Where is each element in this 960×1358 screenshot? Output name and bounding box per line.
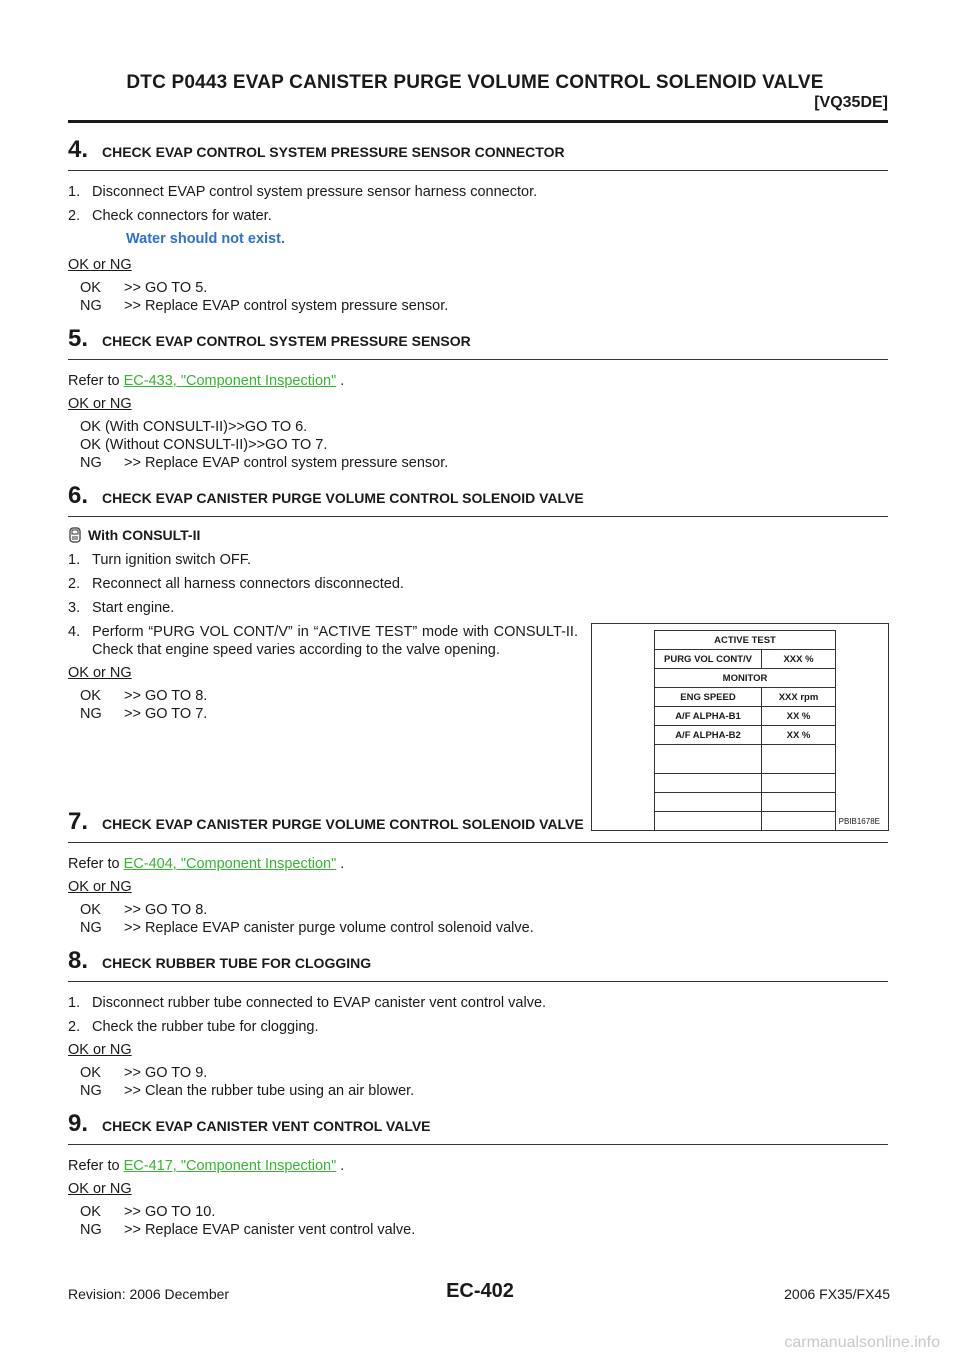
table-row-value: XXX rpm <box>762 688 836 707</box>
results: OK >> GO TO 5. NG >> Replace EVAP control system pressure sensor. <box>80 280 449 314</box>
table-row-label: ENG SPEED <box>655 688 762 707</box>
empty-cell <box>762 745 836 774</box>
engine-model: [VQ35DE] <box>814 94 888 111</box>
procedure-content <box>68 128 888 1239</box>
results: OK (With CONSULT-II)>>GO TO 6. OK (Without CONSULT-II)>>GO TO 7. NG >> Replace EVAP control system pressure sensor. <box>80 419 449 471</box>
watermark: carmanualsonline.info <box>784 1334 940 1351</box>
list-item: 1. Disconnect rubber tube connected to EVAP canister vent control valve. <box>68 995 547 1011</box>
empty-cell <box>655 774 762 793</box>
step-4 <box>68 136 888 315</box>
active-test-table <box>654 630 836 831</box>
purg-vol-value: XXX % <box>762 650 836 669</box>
ok-or-ng-label: OK or NG <box>68 879 132 895</box>
page-number: EC-402 <box>446 1280 514 1302</box>
list-item: 2. Check the rubber tube for clogging. <box>68 1019 319 1035</box>
reference-link[interactable]: EC-404, "Component Inspection" <box>123 856 337 872</box>
ok-or-ng-label: OK or NG <box>68 1181 132 1197</box>
step-number: 9. <box>68 1110 89 1137</box>
step-title: CHECK EVAP CANISTER PURGE VOLUME CONTROL SOLENOID VALVE <box>102 490 584 506</box>
step-number: 7. <box>68 808 89 835</box>
header-divider <box>68 120 888 123</box>
empty-cell <box>762 793 836 812</box>
table-row-value: XX % <box>762 707 836 726</box>
ok-or-ng-label: OK or NG <box>68 257 132 273</box>
list-item: 1. Turn ignition switch OFF. <box>68 552 252 568</box>
consult-note: With CONSULT-II <box>68 527 888 543</box>
results: OK >> GO TO 9. NG >> Clean the rubber tube using an air blower. <box>80 1065 415 1099</box>
step-number: 6. <box>68 482 89 509</box>
table-row-label: A/F ALPHA-B2 <box>655 726 762 745</box>
table-row-value: XX % <box>762 726 836 745</box>
purg-vol-label: PURG VOL CONT/V <box>655 650 762 669</box>
ok-or-ng-label: OK or NG <box>68 396 132 412</box>
results: OK >> GO TO 10. NG >> Replace EVAP canister vent control valve. <box>80 1204 416 1238</box>
results: OK >> GO TO 8. NG >> GO TO 7. <box>80 688 208 722</box>
step-number: 8. <box>68 947 89 974</box>
list-item: 3. Start engine. <box>68 600 175 616</box>
list-item: 2. Check connectors for water. <box>68 208 272 224</box>
step-title: CHECK EVAP CONTROL SYSTEM PRESSURE SENSOR <box>102 333 471 349</box>
step-number: 4. <box>68 136 89 163</box>
step-8 <box>68 947 888 1100</box>
step-number: 5. <box>68 325 89 352</box>
empty-cell <box>762 812 836 831</box>
table-row-label: A/F ALPHA-B1 <box>655 707 762 726</box>
consult-tool-icon <box>68 527 82 543</box>
consult-screen-figure <box>591 623 889 831</box>
step-9: 9. CHECK EVAP CANISTER VENT CONTROL VALVE Refer to EC-417, "Component Inspection" . OK or NG OK >> GO TO 10. NG >> Replace EVAP canister vent control valve. <box>68 1110 888 1239</box>
step-title: CHECK RUBBER TUBE FOR CLOGGING <box>102 955 372 971</box>
step-title: CHECK EVAP CANISTER PURGE VOLUME CONTROL SOLENOID VALVE <box>102 816 584 832</box>
figure-code: PBIB1678E <box>838 817 880 826</box>
step-title: CHECK EVAP CONTROL SYSTEM PRESSURE SENSOR CONNECTOR <box>102 144 565 160</box>
results: OK >> GO TO 8. NG >> Replace EVAP canister purge volume control solenoid valve. <box>80 902 534 936</box>
vehicle-model: 2006 FX35/FX45 <box>784 1286 890 1302</box>
revision-label: Revision: 2006 December <box>68 1286 230 1302</box>
ok-or-ng-label: OK or NG <box>68 665 132 681</box>
step-5: 5. CHECK EVAP CONTROL SYSTEM PRESSURE SENSOR Refer to EC-433, "Component Inspection" . OK or NG OK (With CONSULT-II)>>GO TO 6. OK (Without CONSULT-II)>>GO TO 7. NG >> Replace EVAP control system pressure sensor. <box>68 325 888 472</box>
reference-link[interactable]: EC-433, "Component Inspection" <box>123 373 337 389</box>
empty-cell <box>655 793 762 812</box>
page-title: DTC P0443 EVAP CANISTER PURGE VOLUME CONTROL SOLENOID VALVE <box>126 72 824 93</box>
active-test-heading: ACTIVE TEST <box>655 631 836 650</box>
empty-cell <box>655 812 762 831</box>
specification: Water should not exist. <box>126 231 285 247</box>
ok-or-ng-label: OK or NG <box>68 1042 132 1058</box>
list-item: 4. Perform “PURG VOL CONT/V” in “ACTIVE TEST” mode with CONSULT-II. Check that engine speed varies according to the valve opening. <box>68 624 578 658</box>
empty-cell <box>762 774 836 793</box>
list-item: 2. Reconnect all harness connectors disconnected. <box>68 576 404 592</box>
list-item: 1. Disconnect EVAP control system pressure sensor harness connector. <box>68 184 538 200</box>
reference-link[interactable]: EC-417, "Component Inspection" <box>123 1158 337 1174</box>
step-7: 7. CHECK EVAP CANISTER PURGE VOLUME CONTROL SOLENOID VALVE Refer to EC-404, "Component Inspection" . OK or NG OK >> GO TO 8. NG >> Replace EVAP canister purge volume control solenoid valve. <box>68 808 888 937</box>
empty-cell <box>655 745 762 774</box>
monitor-heading: MONITOR <box>655 669 836 688</box>
step-title: CHECK EVAP CANISTER VENT CONTROL VALVE <box>102 1118 431 1134</box>
